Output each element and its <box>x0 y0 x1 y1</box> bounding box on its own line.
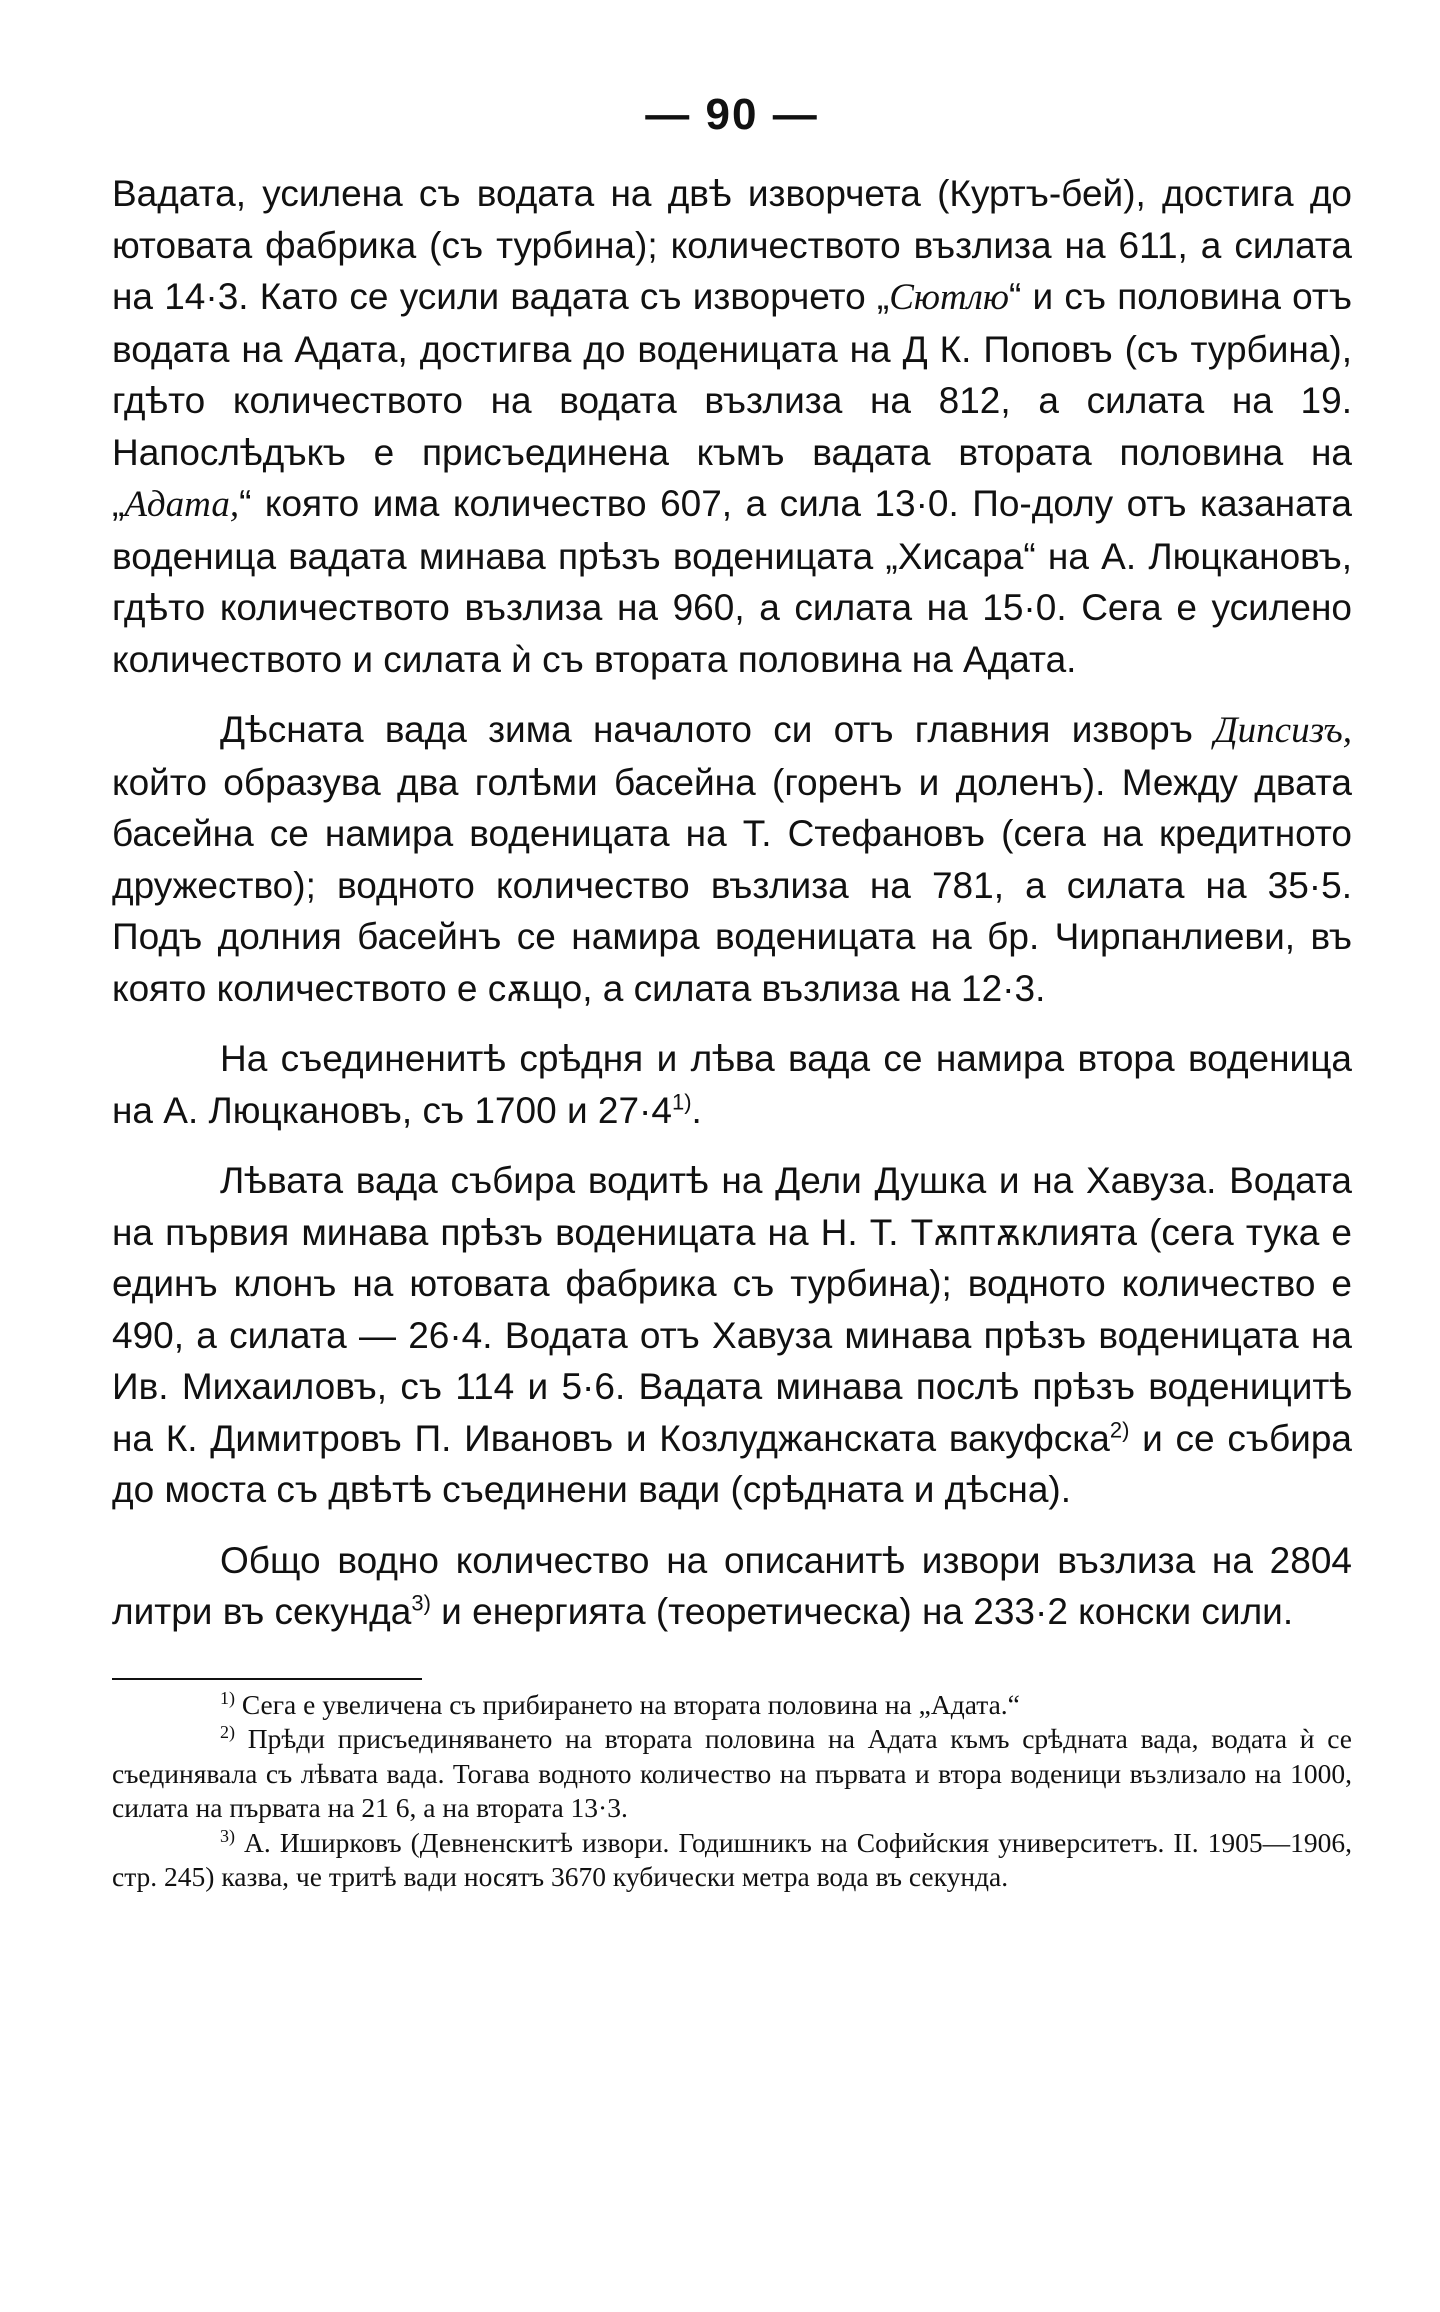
page-number: — 90 — <box>645 90 819 139</box>
paragraph-1-italic-adata: Адата, <box>124 484 240 525</box>
footnote-2-mark: 2) <box>220 1721 235 1742</box>
footnote-3-text: А. Иширковъ (Девненскитѣ извори. Годишникъ на Софийския университетъ. II. 1905—1906, стр. 245) казва, че тритѣ вади носятъ 3670 кубически метра вода въ секунда. <box>112 1826 1352 1892</box>
footnote-3 <box>112 1826 1352 1895</box>
footnote-3-mark: 3) <box>220 1825 235 1846</box>
footnote-ref-1: 1) <box>671 1089 692 1115</box>
footnote-ref-2: 2) <box>1109 1417 1130 1443</box>
paragraph-3-text-a: На съединенитѣ срѣдня и лѣва вада се намира втора воденица на А. Люцкановъ, съ 1700 и 27·4 <box>112 1038 1352 1131</box>
footnote-2 <box>112 1722 1352 1826</box>
paragraph-5 <box>112 1535 1352 1638</box>
paragraph-4-text-b: и се събира до моста съ двѣтѣ съединени вади (срѣдната и дѣсна). <box>112 1417 1352 1510</box>
footnotes <box>112 1688 1352 1895</box>
paragraph-1-text-a: Вадата, усилена съ водата на двѣ изворчета (Куртъ-бей), достига до ютовата фабрика (съ турбина); количеството възлиза на 611, а силата на 14·3. Като се усили вадата съ изворчето „ <box>112 173 1352 317</box>
footnote-1-mark: 1) <box>220 1687 235 1708</box>
paragraph-5-text-a: Общо водно количество на описанитѣ извори възлиза на 2804 литри въ секунда <box>112 1539 1352 1632</box>
footnote-1 <box>112 1688 1352 1723</box>
document-page <box>112 90 1352 1895</box>
paragraph-1-italic-sutlyu: Сютлю <box>889 277 1009 318</box>
footnote-1-text: Сега е увеличена съ прибирането на втората половина на „Адата.“ <box>235 1688 1020 1720</box>
footnote-ref-3: 3) <box>411 1590 431 1616</box>
paragraph-1-text-b: “ и съ половина отъ водата на Адата, достигва до воденицата на Д К. Поповъ (съ турбина), гдѣто количеството на водата възлиза на 812, а силата на 19. Напослѣдъкъ е присъединена къмъ вадата втората половина на „ <box>112 276 1352 524</box>
paragraph-2-text-a: Дѣсната вада зима началото си отъ главния изворъ <box>220 709 1215 750</box>
paragraph-1 <box>112 168 1352 685</box>
paragraph-2-text-b: който образува два голѣми басейна (горенъ и доленъ). Между двата басейна се намира воденицата на Т. Стефановъ (сега на кредитното дружество); водното количество възлиза на 781, а силата на 35·5. Подъ долния басейнъ се намира воденицата на бр. Чирпанлиеви, въ която количеството е сѫщо, а силата възлиза на 12·3. <box>112 761 1352 1009</box>
paragraph-3 <box>112 1033 1352 1136</box>
footnote-2-text: Прѣди присъединяването на втората половина на Адата къмъ срѣдната вада, водата ѝ се съединявала съ лѣвата вада. Тогава водното количество на първата и втора воденици възлизало на 1000, силата на първата на 21 6, а на втората 13·3. <box>112 1723 1352 1823</box>
paragraph-2 <box>112 704 1352 1014</box>
paragraph-3-text-b: . <box>691 1089 702 1131</box>
footnote-divider <box>112 1678 422 1680</box>
paragraph-2-italic-dipsiz: Дипсизъ, <box>1214 710 1352 751</box>
paragraph-4-text-a: Лѣвата вада събира водитѣ на Дели Душка и на Хавуза. Водата на първия минава прѣзъ воденицата на Н. Т. Тѫптѫклията (сега тука е единъ клонъ на ютовата фабрика съ турбина); водното количество е 490, а силата — 26·4. Водата отъ Хавуза минава прѣзъ воденицата на Ив. Михаиловъ, съ 114 и 5·6. Вадата минава послѣ прѣзъ воденицитѣ на К. Димитровъ П. Ивановъ и Козлуджанската вакуфска <box>112 1160 1352 1459</box>
paragraph-4 <box>112 1155 1352 1516</box>
paragraph-5-text-b: и енергията (теоретическа) на 233·2 конски сили. <box>430 1591 1294 1632</box>
paragraph-1-text-c: “ която има количество 607, а сила 13·0. По-долу отъ казаната воденица вадата минава прѣзъ воденицата „Хисара“ на А. Люцкановъ, гдѣто количеството възлиза на 960, а силата на 15·0. Сега е усилено количеството и силата ѝ съ втората половина на Адата. <box>112 483 1352 680</box>
